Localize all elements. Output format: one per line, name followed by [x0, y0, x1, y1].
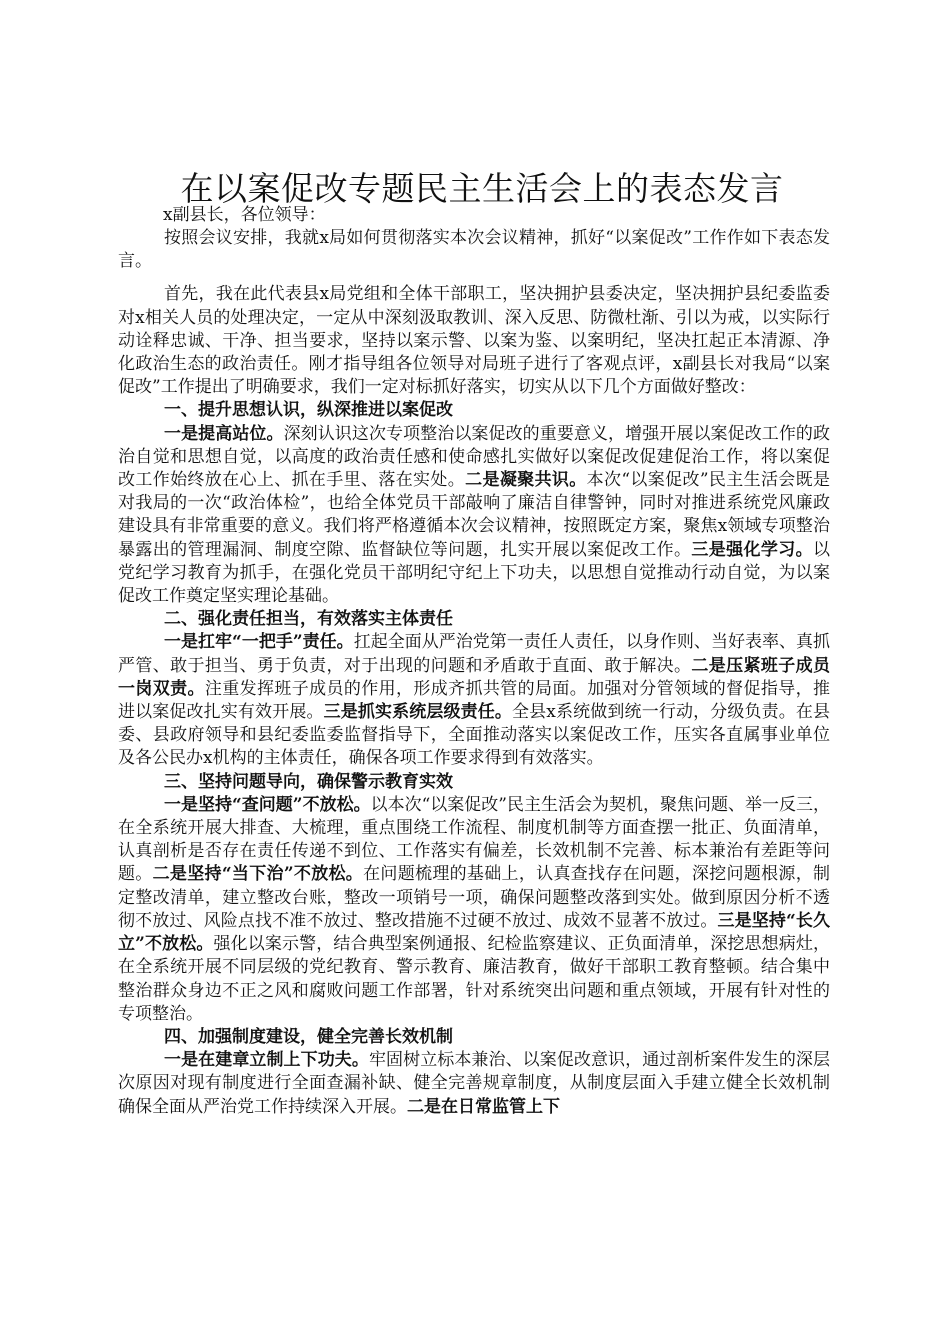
intro-paragraph: 按照会议安排，我就x局如何贯彻落实本次会议精神，抓好“以案促改”工作作如下表态发言。	[118, 228, 830, 272]
point-lead: 三是抓实系统层级责任。	[323, 702, 513, 723]
point-lead: 二是凝聚共识。	[465, 470, 587, 491]
point-lead: 二是坚持“当下治”不放松。	[152, 864, 364, 885]
point-text: 深刻认识这次专项整治以案促改的重要意义，增强开展以案促改工作的政治自觉和思想自觉，以高度的政治责任感和使命感扎实做好以案促改促建促治工作，将以案促改工作始终放在心上、抓在手里、落在实处。	[118, 423, 831, 491]
point-lead: 二是压紧班子成员一岗双责。	[118, 655, 830, 699]
point-lead: 一是扛牢“一把手”责任。	[164, 632, 354, 653]
point-text: 本次“以案促改”民主生活会既是对我局的一次“政治体检”，也给全体党员干部敲响了廉洁自律警钟，同时对推进系统党风廉政建设具有非常重要的意义。我们将严格遵循本次会议精神，按照既定方案，聚焦x领域专项整治暴露出的管理漏洞、制度空隙、监督缺位等问题，扎实开展以案促改工作。	[118, 470, 831, 560]
section-heading: 三、坚持问题导向，确保警示教育实效	[164, 771, 453, 792]
point-text: 以本次“以案促改”民主生活会为契机，聚焦问题、举一反三，在全系统开展大排查、大梳理，重点围绕工作流程、制度机制等方面查摆一批正、负面清单，认真剖析是否存在责任传递不到位、工作落实有偏差，长效机制不完善、标本兼治有差距等问题。	[118, 794, 830, 885]
point-text: 牢固树立标本兼治、以案促改意识，通过剖析案件发生的深层次原因对现有制度进行全面查漏补缺、健全完善规章制度，从制度层面入手建立健全长效机制确保全面从严治党工作持续深入开展。	[118, 1050, 831, 1117]
section-heading: 二、强化责任担当，有效落实主体责任	[164, 609, 453, 630]
section-paragraph	[118, 1049, 830, 1119]
intro-paragraph: 首先，我在此代表县x局党组和全体干部职工，坚决拥护县委决定，坚决拥护县纪委监委对x相关人员的处理决定，一定从中深刻汲取教训、深入反思、防微杜渐、引以为戒，以实际行动诠释忠诚、干净、担当要求，坚持以案示警、以案为鉴、以案明纪，坚决扛起正本清源、净化政治生态的政治责任。刚才指导组各位领导对局班子进行了客观点评，x副县长对我局“以案促改”工作提出了明确要求，我们一定对标抓好落实，切实从以下几个方面做好整改：	[118, 284, 830, 398]
section-heading: 四、加强制度建设，健全完善长效机制	[164, 1026, 453, 1047]
salutation: x副县长，各位领导：	[163, 205, 326, 225]
point-lead: 三是强化学习。	[691, 539, 813, 560]
section-paragraph	[118, 423, 830, 609]
point-text: 扛起全面从严治党第一责任人责任，以身作则、当好表率、真抓严管、敢于担当、勇于负责，对于出现的问题和矛盾敢于直面、敢于解决。	[118, 632, 831, 676]
document-page	[118, 168, 830, 1119]
point-lead: 二是在日常监管上下	[407, 1096, 560, 1117]
point-lead: 三是坚持“长久立”不放松。	[118, 910, 830, 955]
point-text: 注重发挥班子成员的作用，形成齐抓共管的局面。加强对分管领域的督促指导，推进以案促改扎实有效开展。	[118, 678, 830, 723]
point-text: 以党纪学习教育为抓手，在强化党员干部明纪守纪上下功夫，以思想自觉推动行动自觉，为以案促改工作奠定坚实理论基础。	[118, 539, 830, 607]
section-paragraph	[118, 794, 830, 1026]
section-paragraph	[118, 631, 830, 770]
point-text: 全县x系统做到统一行动，分级负责。在县委、县政府领导和县纪委监委监督指导下，全面推动落实以案促改工作，压实各直属事业单位及各公民办x机构的主体责任，确保各项工作要求得到有效落实。	[118, 702, 831, 769]
section-heading: 一、提升思想认识，纵深推进以案促改	[164, 400, 453, 421]
point-text: 在问题梳理的基础上，认真查找存在问题，深挖问题根源，制定整改清单，建立整改台账，整改一项销号一项，确保问题整改落到实处。做到原因分析不透彻不放过、风险点找不准不放过、整改措施不过硬不放过、成效不显著不放过。	[118, 864, 830, 931]
point-lead: 一是坚持“查问题”不放松。	[164, 794, 371, 815]
point-lead: 一是提高站位。	[164, 423, 284, 444]
point-lead: 一是在建章立制上下功夫。	[164, 1050, 369, 1071]
point-text: 强化以案示警，结合典型案例通报、纪检监察建议、正负面清单，深挖思想病灶，在全系统开展不同层级的党纪教育、警示教育、廉洁教育，做好干部职工教育整顿。结合集中整治群众身边不正之风和腐败问题工作部署，针对系统突出问题和重点领域，开展有针对性的专项整治。	[118, 934, 831, 1024]
document-title: 在以案促改专题民主生活会上的表态发言	[180, 169, 784, 208]
